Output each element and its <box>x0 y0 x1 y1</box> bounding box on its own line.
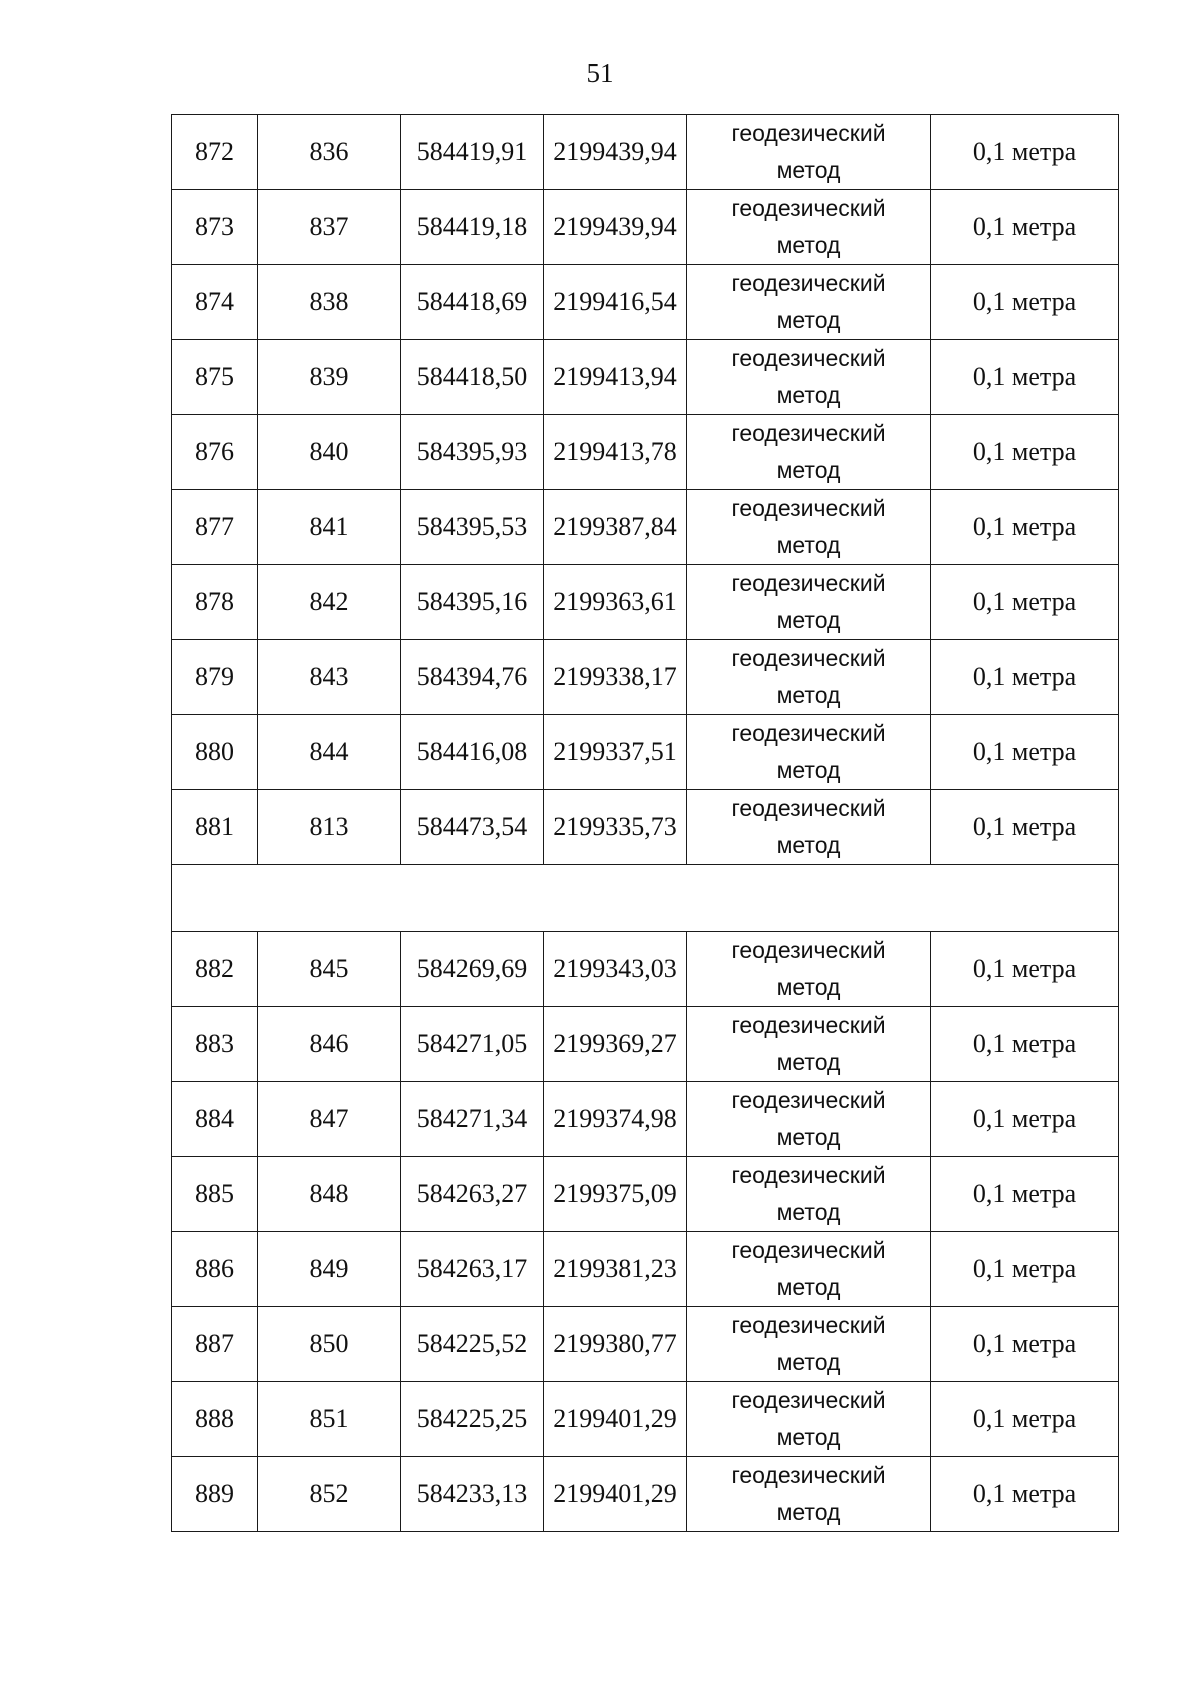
cell-accuracy: 0,1 метра <box>931 1157 1119 1232</box>
cell-method <box>687 490 931 565</box>
table-row <box>172 1157 1119 1232</box>
table-row <box>172 932 1119 1007</box>
method-text-line-2: метод <box>776 1349 841 1375</box>
cell-method <box>687 1307 931 1382</box>
cell-method <box>687 415 931 490</box>
cell-coordinate-y: 2199337,51 <box>544 715 687 790</box>
coordinates-table-body <box>172 115 1119 1532</box>
cell-coordinate-x: 584473,54 <box>401 790 544 865</box>
cell-accuracy: 0,1 метра <box>931 640 1119 715</box>
method-text-line-2: метод <box>776 232 841 258</box>
table-row <box>172 1082 1119 1157</box>
table-row <box>172 715 1119 790</box>
cell-row-number: 882 <box>172 932 258 1007</box>
table-row <box>172 1007 1119 1082</box>
cell-row-number: 872 <box>172 115 258 190</box>
cell-row-number: 888 <box>172 1382 258 1457</box>
cell-coordinate-y: 2199343,03 <box>544 932 687 1007</box>
method-text-line-2: метод <box>776 607 841 633</box>
cell-coordinate-x: 584395,16 <box>401 565 544 640</box>
cell-point-number: 845 <box>258 932 401 1007</box>
cell-row-number: 877 <box>172 490 258 565</box>
cell-method <box>687 340 931 415</box>
method-text-line-2: метод <box>776 1124 841 1150</box>
cell-accuracy: 0,1 метра <box>931 1382 1119 1457</box>
cell-coordinate-x: 584395,93 <box>401 415 544 490</box>
method-text-line-1: геодезический <box>731 1012 886 1038</box>
cell-coordinate-x: 584233,13 <box>401 1457 544 1532</box>
page-number: 51 <box>586 58 614 88</box>
cell-coordinate-x: 584271,34 <box>401 1082 544 1157</box>
cell-coordinate-y: 2199413,78 <box>544 415 687 490</box>
table-row <box>172 565 1119 640</box>
cell-coordinate-x: 584394,76 <box>401 640 544 715</box>
method-text-line-2: метод <box>776 1424 841 1450</box>
method-text-line-1: геодезический <box>731 1237 886 1263</box>
table-row <box>172 1457 1119 1532</box>
method-text-line-1: геодезический <box>731 1162 886 1188</box>
cell-coordinate-y: 2199439,94 <box>544 115 687 190</box>
cell-point-number: 844 <box>258 715 401 790</box>
cell-method <box>687 932 931 1007</box>
cell-method <box>687 1007 931 1082</box>
table-section-separator <box>172 865 1119 932</box>
cell-coordinate-x: 584263,17 <box>401 1232 544 1307</box>
method-text-line-1: геодезический <box>731 1312 886 1338</box>
cell-coordinate-y: 2199439,94 <box>544 190 687 265</box>
cell-row-number: 881 <box>172 790 258 865</box>
table-row <box>172 340 1119 415</box>
method-text-line-2: метод <box>776 1199 841 1225</box>
cell-accuracy: 0,1 метра <box>931 115 1119 190</box>
cell-accuracy: 0,1 метра <box>931 1307 1119 1382</box>
table-row <box>172 190 1119 265</box>
method-text-line-2: метод <box>776 382 841 408</box>
cell-coordinate-x: 584271,05 <box>401 1007 544 1082</box>
cell-coordinate-y: 2199416,54 <box>544 265 687 340</box>
cell-accuracy: 0,1 метра <box>931 715 1119 790</box>
cell-coordinate-x: 584225,25 <box>401 1382 544 1457</box>
cell-point-number: 813 <box>258 790 401 865</box>
cell-coordinate-x: 584418,69 <box>401 265 544 340</box>
table-row <box>172 490 1119 565</box>
cell-method <box>687 640 931 715</box>
cell-coordinate-y: 2199401,29 <box>544 1382 687 1457</box>
cell-point-number: 843 <box>258 640 401 715</box>
table-row <box>172 415 1119 490</box>
cell-accuracy: 0,1 метра <box>931 932 1119 1007</box>
method-text-line-1: геодезический <box>731 270 886 296</box>
method-text-line-1: геодезический <box>731 937 886 963</box>
cell-method <box>687 715 931 790</box>
method-text-line-2: метод <box>776 532 841 558</box>
cell-point-number: 838 <box>258 265 401 340</box>
cell-point-number: 849 <box>258 1232 401 1307</box>
cell-coordinate-y: 2199335,73 <box>544 790 687 865</box>
cell-row-number: 887 <box>172 1307 258 1382</box>
method-text-line-2: метод <box>776 832 841 858</box>
cell-coordinate-y: 2199387,84 <box>544 490 687 565</box>
cell-method <box>687 1082 931 1157</box>
cell-method <box>687 1382 931 1457</box>
cell-coordinate-y: 2199369,27 <box>544 1007 687 1082</box>
method-text-line-1: геодезический <box>731 1087 886 1113</box>
cell-point-number: 848 <box>258 1157 401 1232</box>
table-row <box>172 1382 1119 1457</box>
method-text-line-1: геодезический <box>731 720 886 746</box>
cell-coordinate-y: 2199381,23 <box>544 1232 687 1307</box>
cell-method <box>687 1157 931 1232</box>
cell-accuracy: 0,1 метра <box>931 1007 1119 1082</box>
cell-method <box>687 1457 931 1532</box>
cell-accuracy: 0,1 метра <box>931 1457 1119 1532</box>
cell-coordinate-y: 2199363,61 <box>544 565 687 640</box>
cell-point-number: 852 <box>258 1457 401 1532</box>
cell-method <box>687 115 931 190</box>
cell-coordinate-x: 584418,50 <box>401 340 544 415</box>
method-text-line-2: метод <box>776 757 841 783</box>
cell-accuracy: 0,1 метра <box>931 340 1119 415</box>
cell-point-number: 847 <box>258 1082 401 1157</box>
method-text-line-2: метод <box>776 974 841 1000</box>
cell-row-number: 876 <box>172 415 258 490</box>
cell-coordinate-x: 584419,91 <box>401 115 544 190</box>
cell-row-number: 878 <box>172 565 258 640</box>
cell-coordinate-y: 2199338,17 <box>544 640 687 715</box>
cell-method <box>687 265 931 340</box>
cell-row-number: 879 <box>172 640 258 715</box>
cell-method <box>687 1232 931 1307</box>
cell-accuracy: 0,1 метра <box>931 265 1119 340</box>
cell-point-number: 846 <box>258 1007 401 1082</box>
cell-accuracy: 0,1 метра <box>931 1082 1119 1157</box>
cell-point-number: 837 <box>258 190 401 265</box>
cell-coordinate-x: 584225,52 <box>401 1307 544 1382</box>
cell-row-number: 886 <box>172 1232 258 1307</box>
cell-method <box>687 790 931 865</box>
method-text-line-1: геодезический <box>731 420 886 446</box>
cell-row-number: 885 <box>172 1157 258 1232</box>
cell-coordinate-y: 2199380,77 <box>544 1307 687 1382</box>
table-row <box>172 265 1119 340</box>
cell-coordinate-x: 584419,18 <box>401 190 544 265</box>
cell-method <box>687 190 931 265</box>
separator-cell <box>172 865 1119 932</box>
method-text-line-1: геодезический <box>731 1387 886 1413</box>
method-text-line-2: метод <box>776 1274 841 1300</box>
method-text-line-1: геодезический <box>731 570 886 596</box>
method-text-line-1: геодезический <box>731 495 886 521</box>
cell-coordinate-x: 584395,53 <box>401 490 544 565</box>
cell-accuracy: 0,1 метра <box>931 490 1119 565</box>
cell-point-number: 851 <box>258 1382 401 1457</box>
cell-coordinate-x: 584416,08 <box>401 715 544 790</box>
cell-point-number: 836 <box>258 115 401 190</box>
table-row <box>172 1232 1119 1307</box>
table-row <box>172 640 1119 715</box>
method-text-line-1: геодезический <box>731 645 886 671</box>
method-text-line-2: метод <box>776 682 841 708</box>
method-text-line-1: геодезический <box>731 120 886 146</box>
cell-point-number: 842 <box>258 565 401 640</box>
method-text-line-2: метод <box>776 157 841 183</box>
method-text-line-1: геодезический <box>731 795 886 821</box>
cell-accuracy: 0,1 метра <box>931 565 1119 640</box>
method-text-line-1: геодезический <box>731 1462 886 1488</box>
method-text-line-2: метод <box>776 1049 841 1075</box>
cell-row-number: 884 <box>172 1082 258 1157</box>
cell-method <box>687 565 931 640</box>
method-text-line-1: геодезический <box>731 195 886 221</box>
table-row <box>172 1307 1119 1382</box>
table-row <box>172 115 1119 190</box>
coordinates-table <box>171 114 1119 1532</box>
cell-accuracy: 0,1 метра <box>931 415 1119 490</box>
cell-point-number: 850 <box>258 1307 401 1382</box>
table-row <box>172 790 1119 865</box>
method-text-line-1: геодезический <box>731 345 886 371</box>
cell-accuracy: 0,1 метра <box>931 790 1119 865</box>
cell-coordinate-y: 2199375,09 <box>544 1157 687 1232</box>
cell-accuracy: 0,1 метра <box>931 1232 1119 1307</box>
cell-row-number: 889 <box>172 1457 258 1532</box>
cell-point-number: 841 <box>258 490 401 565</box>
cell-coordinate-y: 2199374,98 <box>544 1082 687 1157</box>
cell-coordinate-y: 2199413,94 <box>544 340 687 415</box>
cell-point-number: 840 <box>258 415 401 490</box>
cell-row-number: 880 <box>172 715 258 790</box>
method-text-line-2: метод <box>776 1499 841 1525</box>
cell-coordinate-x: 584269,69 <box>401 932 544 1007</box>
cell-accuracy: 0,1 метра <box>931 190 1119 265</box>
cell-row-number: 873 <box>172 190 258 265</box>
method-text-line-2: метод <box>776 457 841 483</box>
cell-row-number: 875 <box>172 340 258 415</box>
cell-coordinate-y: 2199401,29 <box>544 1457 687 1532</box>
cell-point-number: 839 <box>258 340 401 415</box>
cell-row-number: 874 <box>172 265 258 340</box>
cell-row-number: 883 <box>172 1007 258 1082</box>
method-text-line-2: метод <box>776 307 841 333</box>
cell-coordinate-x: 584263,27 <box>401 1157 544 1232</box>
